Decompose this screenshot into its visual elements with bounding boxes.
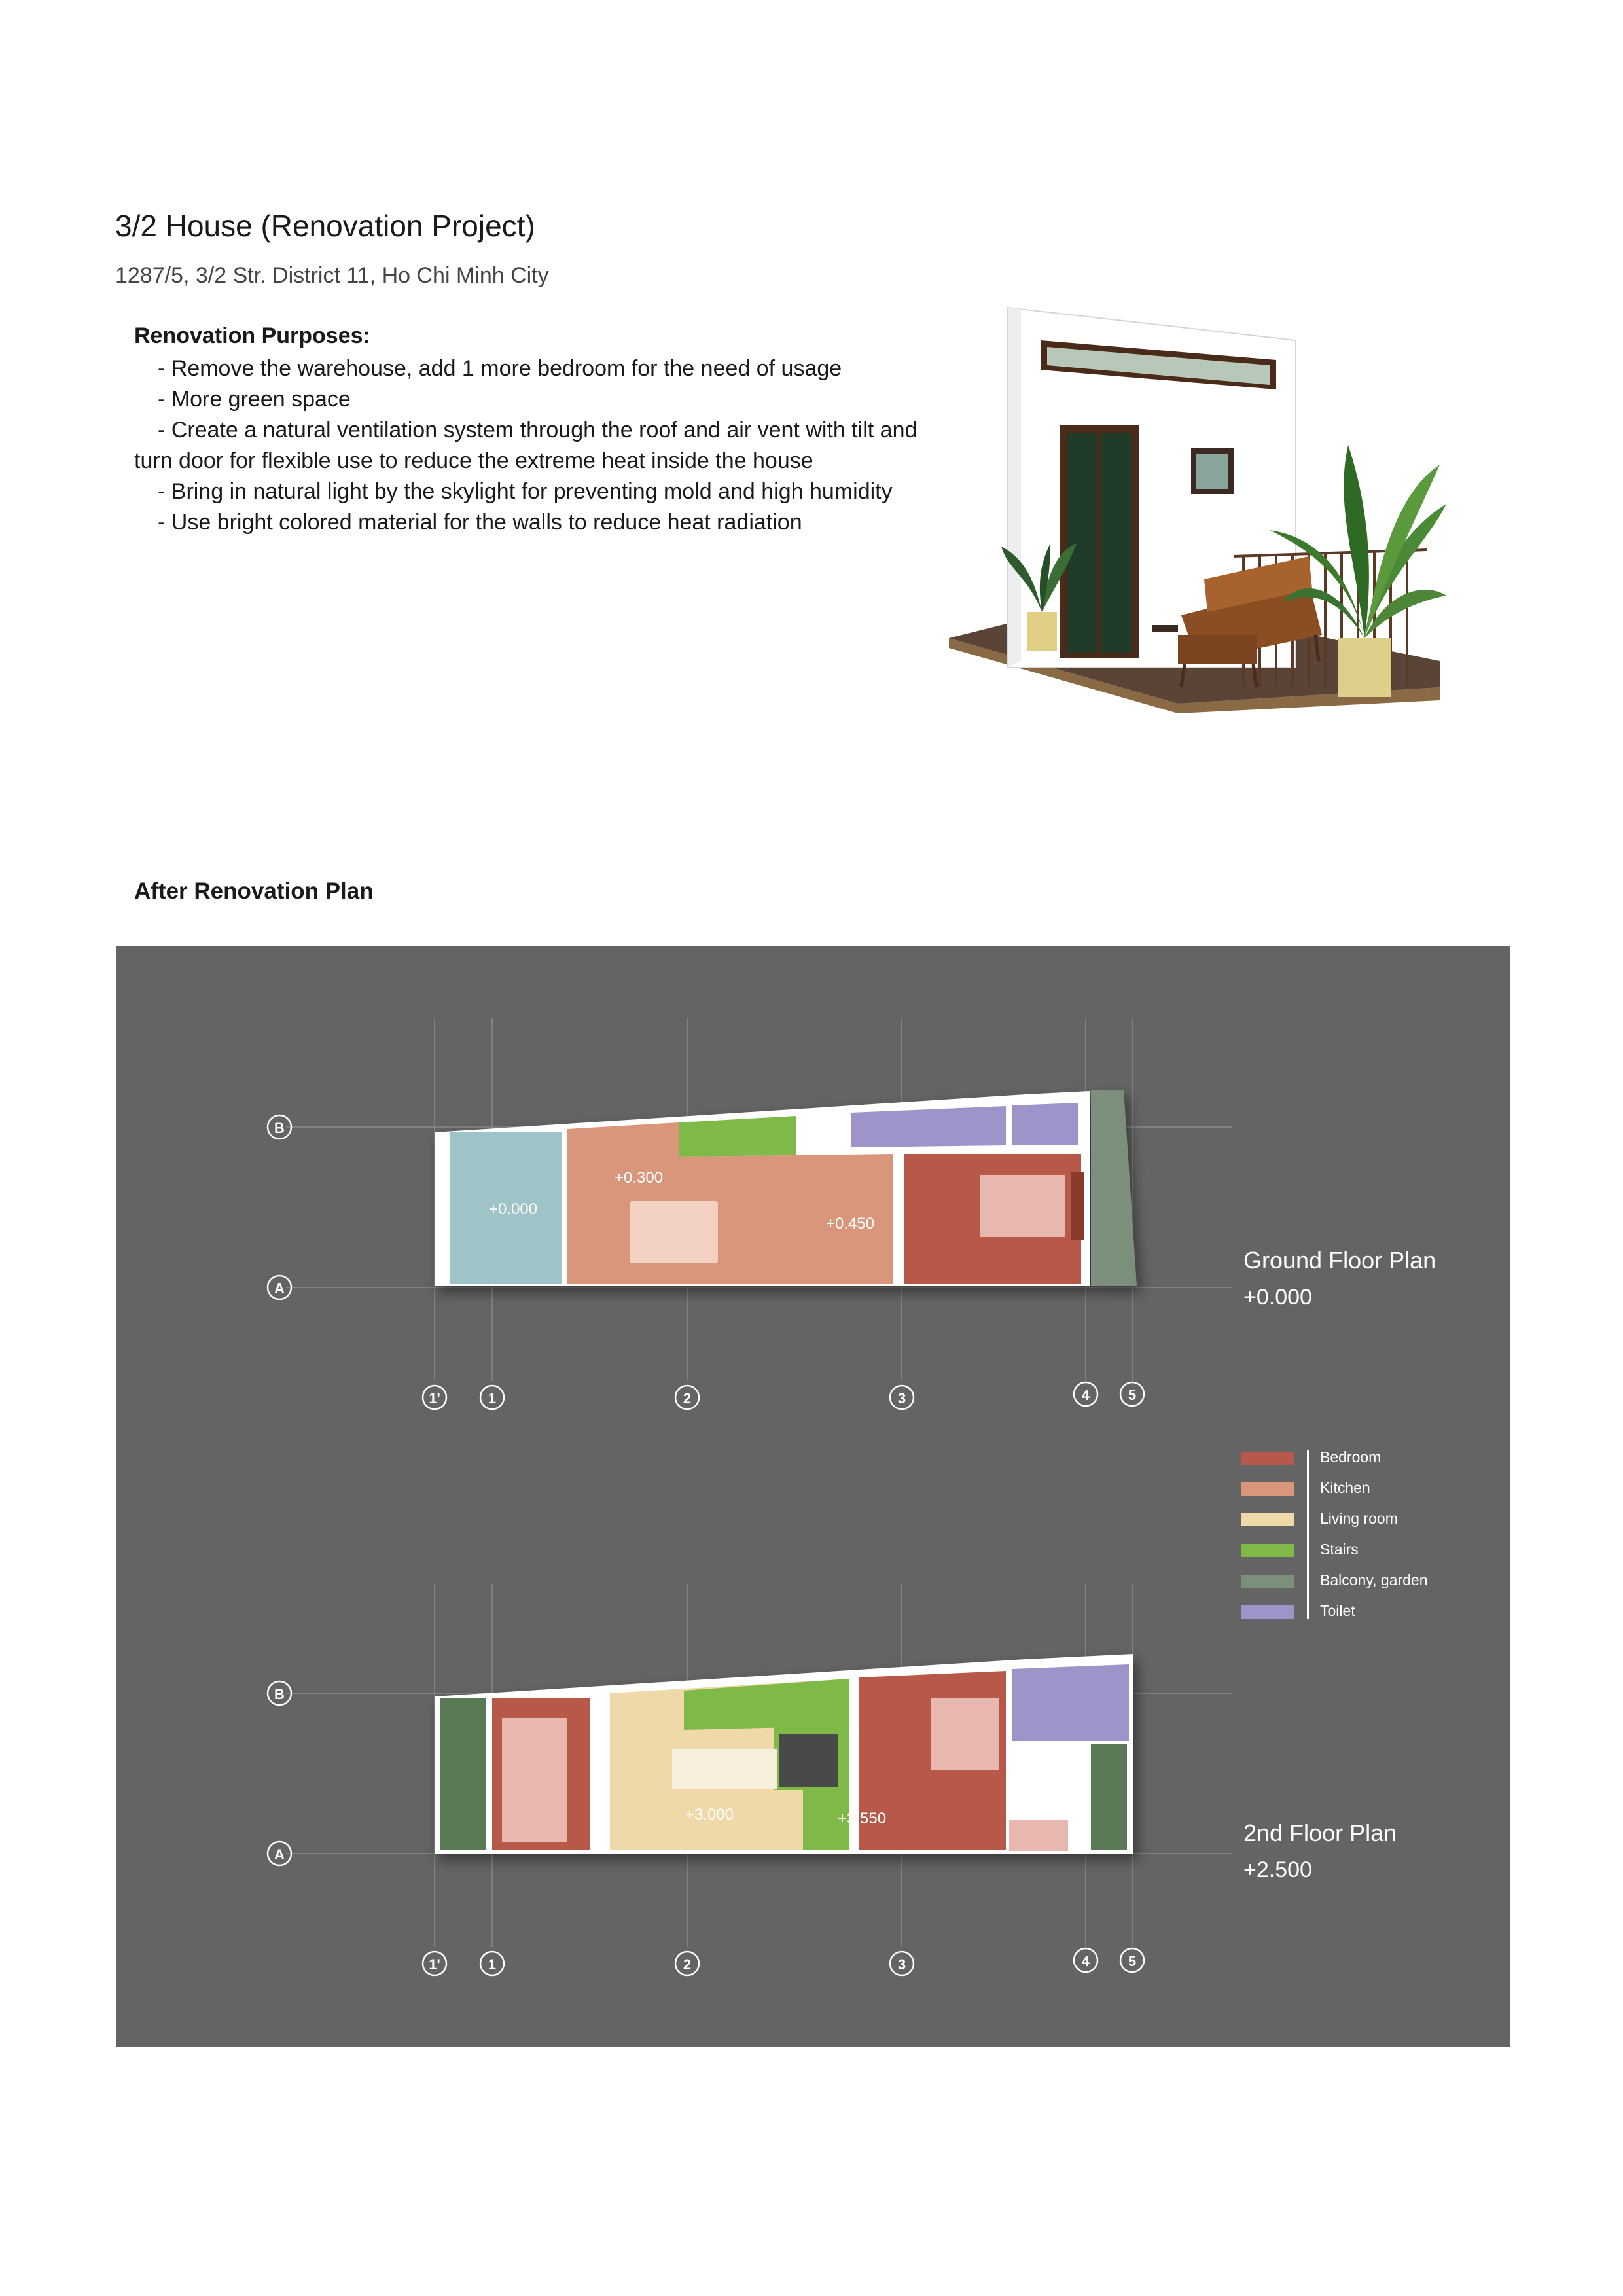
svg-text:2: 2 xyxy=(683,1956,692,1973)
legend-label: Toilet xyxy=(1320,1602,1355,1619)
second-elevation-living: +3.000 xyxy=(685,1806,734,1823)
stair-void-railing xyxy=(672,1749,777,1789)
small-window-glass xyxy=(1196,454,1228,489)
svg-text:5: 5 xyxy=(1128,1387,1137,1403)
svg-text:5: 5 xyxy=(1128,1953,1137,1969)
legend-label: Balcony, garden xyxy=(1320,1571,1428,1588)
legend-label: Bedroom xyxy=(1320,1448,1382,1465)
plan-section-heading: After Renovation Plan xyxy=(134,878,374,904)
room-balcony-rear xyxy=(1091,1744,1127,1850)
legend-swatch xyxy=(1241,1575,1294,1588)
ground-elevation-rear: +0.450 xyxy=(826,1215,875,1232)
side-table xyxy=(1152,625,1178,632)
ground-floor-plan-title: Ground Floor Plan xyxy=(1243,1247,1436,1274)
dining-table xyxy=(630,1201,718,1263)
room-garden xyxy=(1091,1090,1137,1286)
bed-front xyxy=(502,1718,567,1842)
legend-swatch xyxy=(1241,1513,1294,1526)
purpose-item: - Use bright colored material for the walls to reduce heat radiation xyxy=(158,510,802,535)
page-title: 3/2 House (Renovation Project) xyxy=(115,209,535,243)
second-column-axes xyxy=(423,1948,1144,1975)
legend-divider xyxy=(1307,1450,1309,1619)
svg-text:1': 1' xyxy=(429,1956,440,1973)
svg-text:4: 4 xyxy=(1081,1387,1090,1403)
svg-text:1': 1' xyxy=(429,1390,440,1407)
door-leaf-right xyxy=(1101,433,1132,653)
skylight xyxy=(779,1734,838,1787)
desk xyxy=(1009,1820,1068,1851)
legend-swatch xyxy=(1241,1482,1294,1496)
svg-text:A: A xyxy=(274,1280,285,1297)
room-toilet-upper xyxy=(1012,1664,1129,1741)
legend-swatch xyxy=(1241,1544,1294,1557)
second-floor-plan-title: 2nd Floor Plan xyxy=(1243,1820,1397,1846)
facade-render-illustration xyxy=(929,295,1453,753)
legend-swatch xyxy=(1241,1452,1294,1465)
ground-floor-level: +0.000 xyxy=(1243,1285,1312,1310)
svg-text:4: 4 xyxy=(1081,1953,1090,1969)
bed-rear xyxy=(931,1698,999,1770)
legend-label: Kitchen xyxy=(1320,1479,1370,1496)
second-column-axis-labels xyxy=(429,1953,1136,1973)
svg-text:A: A xyxy=(274,1846,285,1863)
legend-label: Living room xyxy=(1320,1510,1398,1527)
purposes-list xyxy=(134,353,919,538)
second-floor-level: +2.500 xyxy=(1243,1857,1312,1882)
svg-text:B: B xyxy=(274,1686,285,1702)
room-toilet-2 xyxy=(1012,1103,1078,1145)
purpose-item: - Bring in natural light by the skylight for preventing mold and high humidity xyxy=(158,479,893,504)
legend-swatch xyxy=(1241,1605,1294,1619)
wardrobe xyxy=(1071,1172,1084,1240)
door-leaf-left xyxy=(1067,433,1097,653)
ground-elevation-entry: +0.000 xyxy=(489,1200,538,1218)
ground-column-axis-labels xyxy=(429,1387,1136,1407)
room-toilet-1 xyxy=(851,1106,1006,1147)
svg-text:3: 3 xyxy=(897,1956,906,1973)
svg-text:1: 1 xyxy=(488,1956,497,1973)
project-address: 1287/5, 3/2 Str. District 11, Ho Chi Minh City xyxy=(115,263,549,288)
second-elevation-rear: +3.550 xyxy=(838,1810,887,1827)
bed xyxy=(980,1175,1065,1237)
svg-text:1: 1 xyxy=(488,1390,497,1407)
wall-edge xyxy=(1008,308,1021,668)
svg-text:2: 2 xyxy=(683,1390,692,1407)
purpose-item: - Create a natural ventilation system through the roof and air vent with tilt and turn door for flexible use to reduce the extreme heat inside the house xyxy=(134,418,918,473)
purpose-item: - Remove the warehouse, add 1 more bedroom for the need of usage xyxy=(158,356,842,381)
room-stairs xyxy=(679,1116,796,1157)
legend-label: Stairs xyxy=(1320,1541,1359,1558)
svg-text:3: 3 xyxy=(897,1390,906,1407)
room-balcony-front xyxy=(440,1698,486,1850)
floor-plans-panel xyxy=(116,946,1510,2047)
svg-text:B: B xyxy=(274,1120,285,1136)
purposes-heading: Renovation Purposes: xyxy=(134,323,370,348)
ground-column-axes xyxy=(423,1382,1144,1409)
ground-floor-plan xyxy=(268,1018,1232,1409)
purpose-item: - More green space xyxy=(158,387,351,412)
ground-elevation-kitchen: +0.300 xyxy=(615,1169,664,1187)
second-floor-plan xyxy=(268,1584,1232,1975)
